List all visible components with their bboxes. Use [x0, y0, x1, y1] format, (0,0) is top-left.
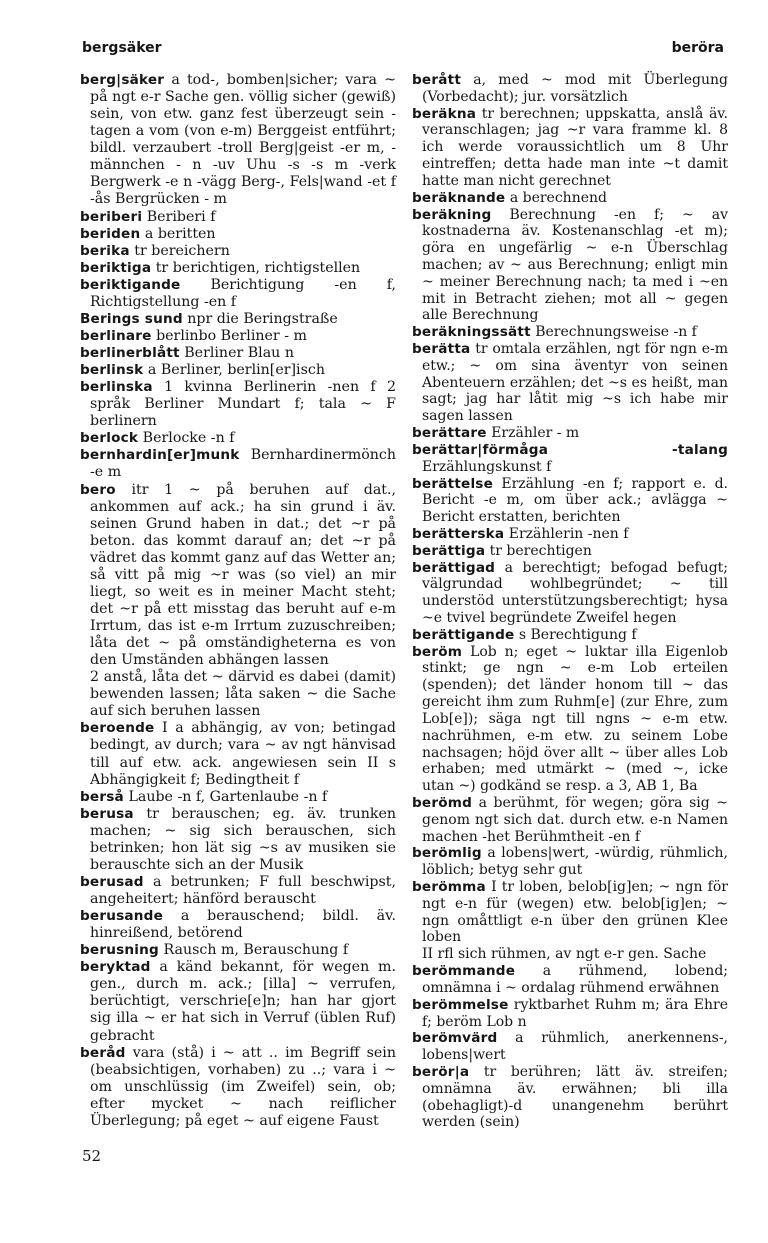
dictionary-entry [412, 644, 728, 795]
definition: Erzähler - m [491, 425, 580, 442]
definition: npr die Beringstraße [187, 310, 338, 327]
dictionary-entry [412, 442, 728, 476]
dictionary-entry [80, 482, 396, 670]
definition: Berechnungsweise -n f [535, 324, 697, 341]
definition: berlinbo Berliner - m [156, 327, 307, 344]
headword: beräkning [412, 206, 492, 223]
definition: tr berechnen; uppskatta, anslå äv. veranschlagen; jag ~r vara framme kl. 8 ich werde voraussichtlich um 8 Uhr eintreffen; detta hade man inte ~t damit hatte man nicht gerechnet [422, 105, 728, 189]
definition: ryktbarhet Ruhm m; ära Ehre f; beröm Lob n [422, 996, 728, 1030]
dictionary-entry [80, 908, 396, 942]
dictionary-entry [80, 942, 396, 959]
headword: berömmande [412, 963, 516, 980]
definition: tr berühren; lätt äv. streifen; omnämna äv. erwähnen; bli illa (obehagligt)-d unangenehm berührt werden (sein) [422, 1063, 729, 1131]
dictionary-entry [80, 447, 396, 481]
headword: bernhardin[er]munk [80, 447, 240, 464]
headword: beriktiga [80, 259, 152, 276]
dictionary-entry [80, 874, 396, 908]
definition: Rausch m, Berauschung f [163, 942, 349, 959]
definition: I a abhängig, av von; betingad bedingt, av durch; vara ~ av ngt hänvisad till auf etw. ack. angewiesen sein II s Abhängigkeit f; Bedingtheit f [90, 720, 396, 788]
headword: berättigad [412, 559, 496, 576]
headword: Berings sund [80, 310, 183, 327]
definition: Bernhardinermönch -e m [90, 447, 396, 481]
headword: berusad [80, 873, 144, 890]
dictionary-entry [412, 1064, 728, 1131]
guide-word-right: beröra [671, 40, 724, 56]
headword: berusande [80, 908, 164, 925]
dictionary-entry [412, 963, 728, 997]
headword: berömlig [412, 845, 482, 862]
dictionary-entry [412, 324, 728, 341]
definition: tr berichtigen, richtigstellen [155, 259, 361, 276]
headword: berättelse [412, 475, 494, 492]
definition: s Berechtigung f [518, 626, 637, 643]
definition: a berauschend; bildl. äv. hinreißend, betörend [90, 908, 396, 942]
headword: berusa [80, 805, 134, 822]
dictionary-entry [412, 543, 728, 560]
left-column [80, 72, 396, 1130]
definition: I tr loben, belob[ig]en; ~ ngn för ngt e-n für (wegen) etw. belob[ig]en; ~ ngn omåttligt e-n über den grünen Klee loben [422, 879, 728, 946]
dictionary-entry [80, 243, 396, 260]
definition: a beritten [144, 225, 216, 242]
headword: beröm [412, 643, 463, 660]
dictionary-entry [80, 789, 396, 806]
headword: berättar|förmåga -talang [412, 441, 728, 458]
right-column [412, 72, 728, 1131]
definition: tr berechtigen [489, 542, 592, 559]
dictionary-entry [412, 190, 728, 207]
headword: berättigande [412, 626, 515, 643]
headword: beråd [80, 1044, 126, 1061]
dictionary-entry [80, 362, 396, 379]
dictionary-entry [80, 226, 396, 243]
headword: berör|a [412, 1063, 470, 1080]
headword: berömmelse [412, 996, 509, 1013]
headword: berlock [80, 430, 139, 447]
dictionary-entry [80, 959, 396, 1044]
definition: itr 1 ~ på beruhen auf dat., ankommen auf ack.; ha sin grund i äv. seinen Grund haben in dat.; det ~r på beton. das kommt darauf an; det ~r på vädret das kommt ganz auf das Wetter an; så vitt på mig ~r was (so viel) an mir liegt, so weit es in meiner Macht steht; det ~r på ett misstag das beruht auf e-m Irrtum, das ist e-m Irrtum zuzuschreiben; låta det ~ på omständigheterna es von den Umständen abhängen lassen [90, 481, 396, 669]
definition: a tod-, bomben|sicher; vara ~ på ngt e-r Sache gen. völlig sicher (gewiß) sein, von etw. ganz fest überzeugt sein -tagen a vom (von e-m) Berggeist entführt; bildl. verzaubert -troll Berg|geist -er m, -männchen - n -uv Uhu -s -s m -verk Bergwerk -e n -vägg Berg-, Fels|wand -et f -ås Bergrücken - m [90, 72, 396, 208]
definition: 1 kvinna Berlinerin -nen f 2 språk Berliner Mundart f; tala ~ F berlinern [90, 379, 397, 430]
definition: a känd bekannt, för wegen m. gen., durch m. ack.; [illa] ~ verrufen, berüchtigt, verschrie[e]n; han har gjort sig illa ~ er hat sich in Verruf (üblen Ruf) gebracht [90, 959, 397, 1044]
definition: a berechtigt; befogad befugt; välgrundad wohlbegründet; ~ till understöd unterstützungsberechtigt; hysa ~e tvivel begründete Zweifel hegen [422, 559, 728, 626]
headword: beriktigande [80, 276, 181, 293]
dictionary-entry [412, 425, 728, 442]
headword: berlinsk [80, 362, 144, 379]
definition: tr omtala erzählen, ngt för ngn e-m etw.; ~ om sina äventyr von seinen Abenteuern erzählen; det ~s es heißt, man sagt; jag har låtit mig ~s ich habe mir sagen lassen [422, 341, 728, 425]
definition: Lob n; eget ~ luktar illa Eigenlob stinkt; ge ngn ~ e-m Lob erteilen (spenden); det länder honom till ~ das gereicht ihm zum Ruhm[e] (zur Ehre, zum Lob[e]); säga ngt till ngns ~ e-m etw. nachrühmen, e-m etw. zu seinem Lobe nachsagen; höjd över allt ~ über alles Lob erhaben; med utmärkt ~ (med ~, icke utan ~) godkänd se resp. a 3, AB 1, Ba [422, 643, 729, 795]
headword: berusning [80, 942, 159, 959]
headword: berättiga [412, 542, 486, 559]
dictionary-entry [80, 328, 396, 345]
definition: a rühmend, lobend; omnämna i ~ ordalag rühmend erwähnen [422, 963, 728, 996]
headword: berg|säker [80, 72, 165, 88]
definition: Berechnung -en f; ~ av kostnaderna äv. Kostenanschlag -et m); göra en ungefärlig ~ e-n Überschlag machen; av ~ aus Berechnung; enligt min ~ meiner Berechnung nach; ta med i ~en mit in Betracht ziehen; mot all ~ gegen alle Berechnung [422, 206, 729, 324]
dictionary-entry [412, 560, 728, 627]
dictionary-subsense: II rfl sich rühmen, av ngt e-r gen. Sache [422, 946, 707, 963]
definition: Erzählerin -nen f [508, 525, 629, 542]
headword: beräknande [412, 189, 506, 206]
dictionary-entry [80, 806, 396, 874]
dictionary-entry [412, 1030, 728, 1064]
dictionary-entry [412, 476, 728, 526]
headword: beräkningssätt [412, 324, 531, 341]
definition: vara (stå) i ~ att .. im Begriff sein (beabsichtigen, vorhaben) zu ..; vara i ~ om unschlüssig (im Zweifel) sein, ob; efter mycket ~ nach reiflicher Überlegung; på eget ~ auf eigene Faust [90, 1044, 396, 1129]
dictionary-entry [80, 379, 396, 430]
definition: a berühmt, för wegen; göra sig ~ genom ngt sich dat. durch etw. e-n Namen machen -het Berühmtheit -en f [422, 794, 728, 845]
definition: Berliner Blau n [184, 345, 294, 361]
dictionary-entry [412, 997, 728, 1031]
page-number: 52 [82, 1147, 102, 1165]
headword: berätterska [412, 525, 505, 542]
headword: berså [80, 788, 124, 805]
dictionary-entry [412, 845, 728, 879]
headword: berömvärd [412, 1030, 498, 1047]
dictionary-entry [412, 795, 728, 845]
headword: berömd [412, 794, 473, 811]
dictionary-entry [412, 879, 728, 946]
definition: a Berliner, berlin[er]isch [147, 362, 325, 379]
dictionary-entry [412, 627, 728, 644]
dictionary-entry [80, 720, 396, 788]
definition: tr berauschen; eg. äv. trunken machen; ~ sig sich berauschen, sich betrinken; hon lät sig ~s av musiken sie berauschte sich an der Musik [90, 805, 396, 873]
dictionary-subsense: 2 anstå, låta det ~ därvid es dabei (damit) bewenden lassen; låta saken ~ die Sache auf sich beruhen lassen [90, 669, 396, 720]
dictionary-entry [412, 341, 728, 425]
dictionary-entry [80, 260, 396, 277]
dictionary-entry [80, 72, 396, 209]
headword: bero [80, 481, 116, 498]
dictionary-entry [80, 277, 396, 311]
headword: berått [412, 72, 462, 88]
headword: berömma [412, 879, 486, 895]
definition: a berechnend [509, 189, 607, 206]
headword: berlinare [80, 327, 152, 344]
dictionary-entry [412, 526, 728, 543]
headword: berlinerblått [80, 345, 180, 361]
definition: tr bereichern [134, 242, 230, 259]
dictionary-entry [412, 106, 728, 190]
headword: berlinska [80, 379, 153, 396]
dictionary-entry [80, 311, 396, 328]
dictionary-entry [80, 1045, 396, 1130]
headword: berätta [412, 341, 471, 357]
dictionary-entry [412, 207, 728, 325]
headword: berika [80, 242, 130, 259]
definition: Laube -n f, Gartenlaube -n f [128, 788, 328, 805]
headword: beräkna [412, 105, 477, 122]
dictionary-entry [80, 209, 396, 226]
dictionary-entry [80, 430, 396, 447]
definition: a, med ~ mod mit Überlegung (Vorbedacht); jur. vorsätzlich [422, 72, 728, 105]
headword: berättare [412, 425, 487, 442]
headword: beryktad [80, 959, 151, 976]
definition: a rühmlich, anerkennens-, lobens|wert [422, 1030, 728, 1064]
definition: a lobens|wert, -würdig, rühmlich, löblich; betyg sehr gut [422, 845, 729, 879]
definition: a betrunken; F full beschwipst, angeheitert; hänförd berauscht [90, 873, 396, 907]
guide-word-left: bergsäker [82, 40, 162, 56]
definition: Erzählungskunst f [422, 458, 552, 475]
definition: Berichtigung -en f, Richtigstellung -en f [90, 276, 396, 310]
definition: Beriberi f [146, 208, 216, 225]
dictionary-entry [80, 345, 396, 362]
definition: Berlocke -n f [142, 430, 235, 447]
dictionary-entry [412, 72, 728, 106]
headword: beriberi [80, 208, 143, 225]
headword: beroende [80, 720, 155, 737]
definition: Erzählung -en f; rapport e. d. Bericht -e m, om über ack.; avlägga ~ Bericht erstatten, berichten [422, 475, 728, 526]
headword: beriden [80, 225, 141, 242]
